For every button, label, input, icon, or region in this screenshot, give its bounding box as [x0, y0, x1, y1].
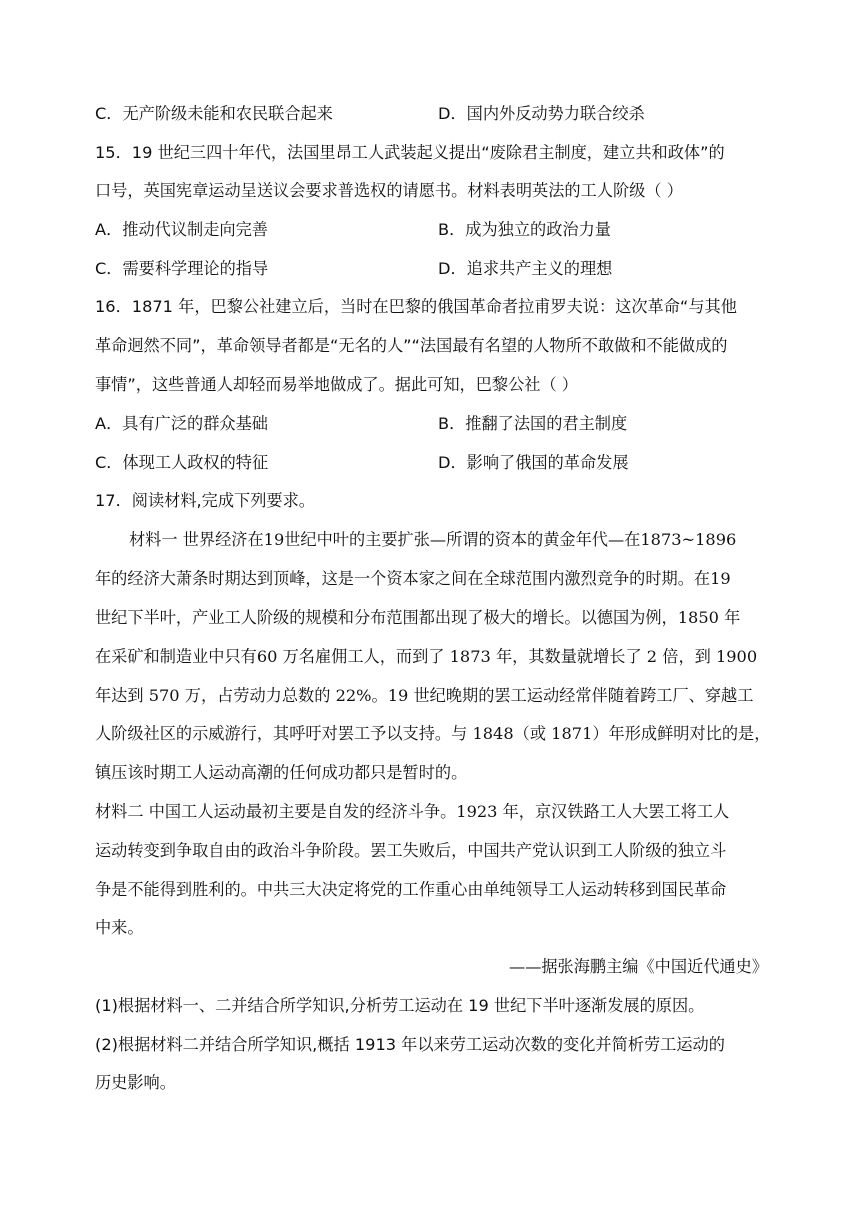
q16-option-b: B．推翻了法国的君主制度 [438, 414, 628, 433]
q16-stem-line3: 事情”，这些普通人却轻而易举地做成了。据此可知，巴黎公社（ ） [95, 375, 578, 394]
material2-line: 材料二 中国工人运动最初主要是自发的经济斗争。1923 年，京汉铁路工人大罢工将工人 [95, 802, 730, 821]
option-d-prev: D．国内外反动势力联合绞杀 [438, 104, 645, 123]
material1-line: 年达到 570 万，占劳动力总数的 22%。19 世纪晚期的罢工运动经常伴随着跨工厂、穿越工 [95, 686, 754, 705]
q16-option-c: C．体现工人政权的特征 [95, 453, 269, 472]
material1-line: 年的经济大萧条时期达到顶峰，这是一个资本家之间在全球范围内激烈竞争的时期。在19 [95, 569, 731, 588]
q17-requirement-2-line2: 历史影响。 [95, 1073, 176, 1092]
q15-option-c: C．需要科学理论的指导 [95, 259, 269, 278]
material2-line: 争是不能得到胜利的。中共三大决定将党的工作重心由单纯领导工人运动转移到国民革命 [95, 880, 727, 899]
material2-line: 运动转变到争取自由的政治斗争阶段。罢工失败后，中国共产党认识到工人阶级的独立斗 [95, 841, 727, 860]
material1-line: 在采矿和制造业中只有60 万名雇佣工人，而到了 1873 年，其数量就增长了 2 倍，到 1900 [95, 647, 758, 666]
q16-stem-line2: 革命迥然不同”，革命领导者都是“无名的人”“法国最有名望的人物所不敢做和不能做成的 [95, 336, 728, 355]
q17-title: 17．阅读材料,完成下列要求。 [95, 491, 315, 510]
q15-option-d: D．追求共产主义的理想 [438, 259, 613, 278]
q16-option-a: A．具有广泛的群众基础 [95, 414, 268, 433]
material1-line: 镇压该时期工人运动高潮的任何成功都只是暂时的。 [95, 763, 468, 782]
material1-line: 材料一 世界经济在19世纪中叶的主要扩张—所谓的资本的黄金年代—在1873~1896 [129, 530, 737, 549]
q15-option-a: A．推动代议制走向完善 [95, 220, 268, 239]
q17-requirement-2-line1: (2)根据材料二并结合所学知识,概括 1913 年以来劳工运动次数的变化并简析劳工运动的 [95, 1035, 725, 1054]
q17-requirement-1: (1)根据材料一、二并结合所学知识,分析劳工运动在 19 世纪下半叶逐渐发展的原因。 [95, 996, 705, 1015]
q15-option-b: B．成为独立的政治力量 [438, 220, 611, 239]
option-c-prev: C．无产阶级未能和农民联合起来 [95, 104, 333, 123]
q15-stem-line2: 口号，英国宪章运动呈送议会要求普选权的请愿书。材料表明英法的工人阶级（ ） [95, 181, 683, 200]
material-source: ——据张海鹏主编《中国近代通史》 [509, 957, 768, 976]
material1-line: 世纪下半叶，产业工人阶级的规模和分布范围都出现了极大的增长。以德国为例，1850 年 [95, 608, 741, 627]
material1-line: 人阶级社区的示威游行，其呼吁对罢工予以支持。与 1848（或 1871）年形成鲜明对比的是， [95, 724, 771, 743]
q16-stem-line1: 16．1871 年，巴黎公社建立后，当时在巴黎的俄国革命者拉甫罗夫说：这次革命“与其他 [95, 297, 737, 316]
material2-line: 中来。 [95, 918, 144, 937]
q15-stem-line1: 15．19 世纪三四十年代，法国里昂工人武装起义提出“废除君主制度，建立共和政体”的 [95, 143, 725, 162]
q16-option-d: D．影响了俄国的革命发展 [438, 453, 629, 472]
